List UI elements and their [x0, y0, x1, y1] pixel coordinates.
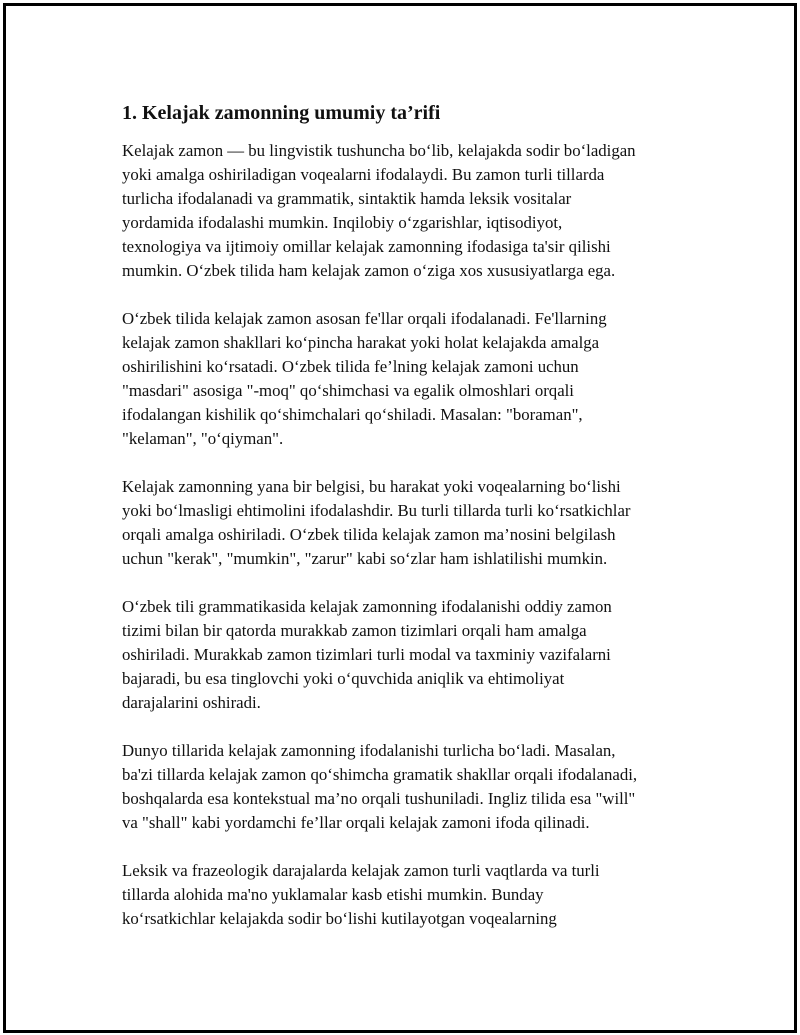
text-line: Leksik va frazeologik darajalarda kelajak zamon turli vaqtlarda va turli: [122, 861, 600, 880]
paragraph-2: [122, 307, 696, 451]
text-line: bajaradi, bu esa tinglovchi yoki oʻquvchida aniqlik va ehtimoliyat: [122, 669, 565, 688]
text-line: tizimi bilan bir qatorda murakkab zamon tizimlari orqali ham amalga: [122, 621, 587, 640]
text-line: boshqalarda esa kontekstual ma’no orqali tushuniladi. Ingliz tilida esa "will": [122, 789, 636, 808]
paragraph-3: [122, 475, 696, 571]
text-line: oshiriladi. Murakkab zamon tizimlari turli modal va taxminiy vazifalarni: [122, 645, 611, 664]
page: [3, 3, 797, 1033]
text-line: turlicha ifodalanadi va grammatik, sintaktik hamda leksik vositalar: [122, 189, 572, 208]
text-line: orqali amalga oshiriladi. Oʻzbek tilida kelajak zamon ma’nosini belgilash: [122, 525, 616, 544]
text-line: tillarda alohida ma'no yuklamalar kasb etishi mumkin. Bunday: [122, 885, 544, 904]
text-line: va "shall" kabi yordamchi fe’llar orqali kelajak zamoni ifoda qilinadi.: [122, 813, 590, 832]
text-line: yordamida ifodalashi mumkin. Inqilobiy oʻzgarishlar, iqtisodiyot,: [122, 213, 563, 232]
text-line: texnologiya va ijtimoiy omillar kelajak zamonning ifodasiga ta'sir qilishi: [122, 237, 611, 256]
text-line: Kelajak zamon — bu lingvistik tushuncha boʻlib, kelajakda sodir boʻladigan: [122, 141, 636, 160]
text-line: Kelajak zamonning yana bir belgisi, bu harakat yoki voqealarning boʻlishi: [122, 477, 621, 496]
text-line: uchun "kerak", "mumkin", "zarur" kabi soʻzlar ham ishlatilishi mumkin.: [122, 549, 608, 568]
paragraph-1: [122, 139, 696, 283]
text-line: koʻrsatkichlar kelajakda sodir boʻlishi kutilayotgan voqealarning: [122, 909, 557, 928]
section-heading: 1. Kelajak zamonning umumiy ta’rifi: [122, 102, 441, 124]
text-line: oshirilishini koʻrsatadi. Oʻzbek tilida fe’lning kelajak zamoni uchun: [122, 357, 579, 376]
text-line: "kelaman", "oʻqiyman".: [122, 429, 284, 448]
document-body: [122, 100, 696, 955]
paragraph-5: [122, 739, 696, 835]
text-line: mumkin. Oʻzbek tilida ham kelajak zamon oʻziga xos xususiyatlarga ega.: [122, 261, 616, 280]
text-line: "masdari" asosiga "-moq" qoʻshimchasi va egalik olmoshlari orqali: [122, 381, 574, 400]
text-line: Dunyo tillarida kelajak zamonning ifodalanishi turlicha boʻladi. Masalan,: [122, 741, 616, 760]
text-line: Oʻzbek tilida kelajak zamon asosan fe'llar orqali ifodalanadi. Fe'llarning: [122, 309, 607, 328]
text-line: kelajak zamon shakllari koʻpincha harakat yoki holat kelajakda amalga: [122, 333, 600, 352]
text-line: yoki amalga oshiriladigan voqealarni ifodalaydi. Bu zamon turli tillarda: [122, 165, 605, 184]
text-line: Oʻzbek tili grammatikasida kelajak zamonning ifodalanishi oddiy zamon: [122, 597, 612, 616]
paragraph-6: [122, 859, 696, 931]
text-line: darajalarini oshiradi.: [122, 693, 261, 712]
paragraph-4: [122, 595, 696, 715]
text-line: ba'zi tillarda kelajak zamon qoʻshimcha gramatik shakllar orqali ifodalanadi,: [122, 765, 638, 784]
text-line: yoki boʻlmasligi ehtimolini ifodalashdir. Bu turli tillarda turli koʻrsatkichlar: [122, 501, 631, 520]
text-line: ifodalangan kishilik qoʻshimchalari qoʻshiladi. Masalan: "boraman",: [122, 405, 583, 424]
